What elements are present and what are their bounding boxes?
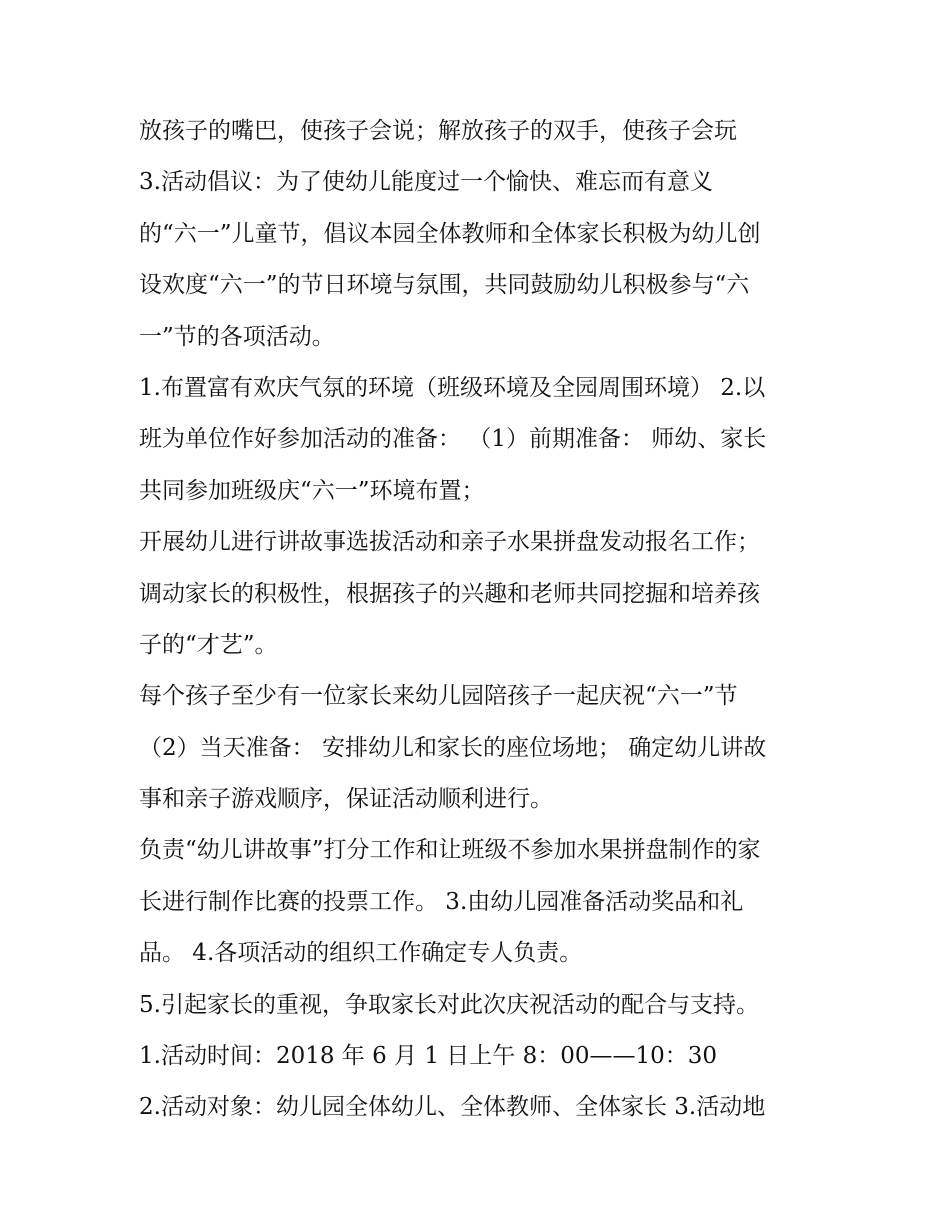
text-line: 长进行制作比赛的投票工作。 3.由幼儿园准备活动奖品和礼	[139, 888, 744, 915]
text-line: 品。 4.各项活动的组织工作确定专人负责。	[139, 940, 583, 967]
text-line: 共同参加班级庆“六一”环境布置；	[139, 477, 485, 504]
text-line: 1.活动时间：2018 年 6 月 1 日上午 8：00——10：30	[139, 1043, 718, 1070]
text-line: 子的“才艺”。	[139, 631, 278, 658]
text-line: 3.活动倡议：为了使幼儿能度过一个愉快、难忘而有意义	[139, 169, 713, 196]
text-line: 的“六一”儿童节，倡议本园全体教师和全体家长积极为幼儿创	[139, 220, 761, 247]
document-body	[139, 106, 819, 1134]
text-line: 2.活动对象：幼儿园全体幼儿、全体教师、全体家长 3.活动地	[139, 1094, 766, 1121]
text-line: 调动家长的积极性，根据孩子的兴趣和老师共同挖掘和培养孩	[139, 580, 760, 607]
text-line: 每个孩子至少有一位家长来幼儿园陪孩子一起庆祝“六一”节	[139, 683, 738, 710]
text-line: 负责“幼儿讲故事”打分工作和让班级不参加水果拼盘制作的家	[139, 837, 761, 864]
text-line: 开展幼儿进行讲故事选拔活动和亲子水果拼盘发动报名工作；	[139, 529, 760, 556]
text-line: 放孩子的嘴巴，使孩子会说；解放孩子的双手，使孩子会玩	[139, 118, 737, 144]
text-line: 事和亲子游戏顺序，保证活动顺利进行。	[139, 786, 553, 813]
text-line: 5.引起家长的重视，争取家长对此次庆祝活动的配合与支持。	[139, 991, 759, 1018]
text-line: 设欢度“六一”的节日环境与氛围，共同鼓励幼儿积极参与“六	[139, 272, 750, 299]
text-line: 一”节的各项活动。	[139, 323, 335, 350]
text-line: （2）当天准备： 安排幼儿和家长的座位场地； 确定幼儿讲故	[139, 734, 767, 761]
text-line: 班为单位作好参加活动的准备： （1）前期准备： 师幼、家长	[139, 426, 767, 453]
text-line: 1.布置富有欢庆气氛的环境（班级环境及全园周围环境） 2.以	[139, 374, 766, 401]
